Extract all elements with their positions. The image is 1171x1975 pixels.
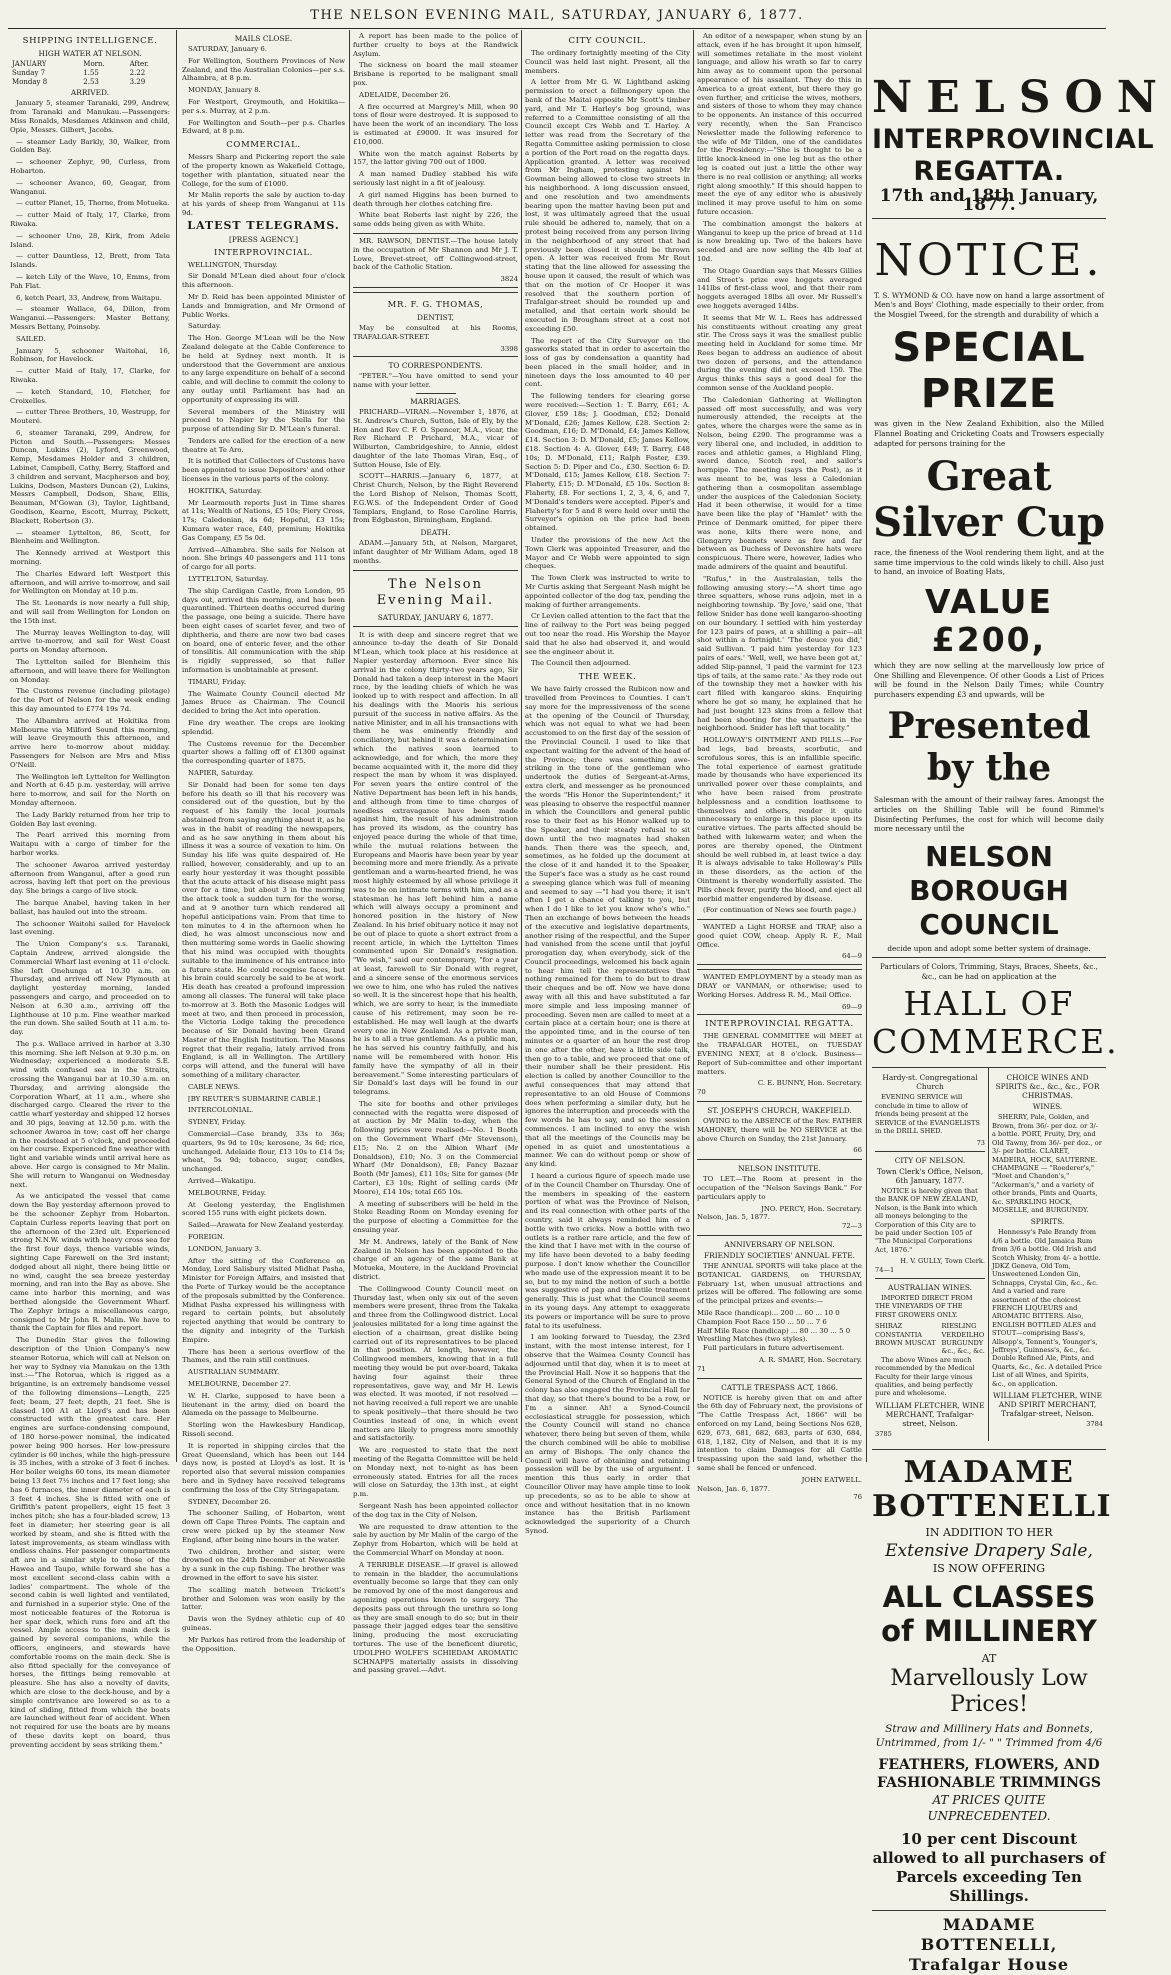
latest-telegrams-heading: LATEST TELEGRAMS. (187, 218, 340, 232)
news-paragraph: A girl named Higgins has been burned to death through her clothes catching fire. (353, 190, 518, 208)
divider (697, 1235, 862, 1236)
event-row: Half Mile Race (handicap) ... 80 ... 30 ... 5 0 (697, 1326, 851, 1335)
ad-number: 71 (697, 1364, 706, 1373)
city-office: Town Clerk's Office, Nelson, 6th January, 1877. (876, 1166, 984, 1185)
divider (697, 1378, 862, 1379)
tide-cell: Sunday 7 (12, 68, 46, 77)
tide-cell: 3.29 (129, 77, 146, 86)
ad-number: 72—3 (841, 1222, 862, 1231)
city-sign: H. V. GULLY, Town Clerk. (900, 1257, 985, 1266)
city-text: NOTICE is hereby given that the BANK OF NEW ZEALAND, Nelson, is the Bank into which all moneys belonging to the Corporation of this City are to be paid under Section 105 of "The Municipal Corporations Act, 1876." (875, 1186, 979, 1254)
telegram-paragraph: W. H. Clarke, supposed to have been a lieutenant in the army, died on board the Alameda on the passage to Melbourne. (182, 1391, 345, 1418)
institute-sign: JNO. PERCY, Hon. Secretary. (761, 1204, 862, 1213)
editorial-paragraph: A meeting of subscribers will be held in the Stoke Reading Room on Monday evening for the purpose of electing a Committee for the ensuing year. (353, 1199, 518, 1235)
telegram-paragraph: Saturday. (188, 322, 222, 331)
arrived-heading: ARRIVED. (70, 88, 110, 98)
news-paragraph: — steamer Lyttelton, 86, Scott, for Blenheim and Wellington. (10, 528, 170, 546)
news-paragraph: The Pearl arrived this morning from Waitapu with a cargo of timber for the harbor works. (10, 831, 170, 857)
divider (697, 1159, 862, 1160)
ad-value: VALUE £200, (924, 581, 1054, 659)
ad-now-offering: IS NOW OFFERING (932, 1562, 1046, 1576)
telegram-paragraph: The Waimate County Council elected Mr James Bruce as Chairman. The Council decided to bring the Act into operation. (182, 689, 345, 716)
regatta-ad-text: THE GENERAL COMMITTEE will MEET at the TRAFALGAR HOTEL, on TUESDAY EVENING NEXT, at 8 o'clock. Business—Report of Sub-committee and other important matters. (697, 1032, 862, 1076)
ad-low-prices: Marvellously Low Prices! (890, 1666, 1088, 1718)
telegram-paragraph: Mr D. Reid has been appointed Minister of Lands and Immigration, and Mr Ormond of Public Works. (182, 292, 345, 319)
news-paragraph: 6, ketch Pearl, 33, Andrew, from Waitapu. (16, 293, 162, 302)
telegram-paragraph: Arrived—Alhambra. She sails for Nelson at noon. She brings 40 passengers and 111 tons of cargo for all ports. (182, 545, 345, 572)
australian-wines-text: IMPORTED DIRECT FROM THE VINEYARDS OF THE FIRST GROWERS ONLY. (875, 1293, 973, 1319)
news-paragraph: — schooner Zephyr, 90, Curless, from Hobarton. (10, 158, 170, 175)
interprovincial-heading: INTERPROVINCIAL. (214, 247, 313, 258)
marriages-list (353, 408, 518, 525)
ad-all-classes: ALL CLASSES of MILLINERY (881, 1580, 1097, 1649)
marriage-notice: PRICHARD—VIRAN.—November 1, 1876, at St. Andrew's Church, Sutton, Isle of Ely, by the Hon and Rev C. F. O. Spencer, M.A., vicar, the Rev Richard P. Prichard, M.A., vicar of Wilburton, Cambridgeshire, to Annie, eldest daughter of the late Thomas Viran, Esq., of Sutton House, Isle of Ely. (353, 407, 518, 469)
ad-employment-text: WANTED EMPLOYMENT by a steady man as DRAY or VANMAN, or otherwise; used to Working Horses. Address R. M., Mail Office. (697, 973, 862, 999)
ad-thomas-sub: DENTIST, (417, 312, 454, 322)
the-week-heading: THE WEEK. (578, 672, 637, 683)
cattle-date: Nelson, Jan. 6, 1877. (697, 1484, 770, 1493)
news-paragraph: The Caledonian Gathering at Wellington passed off most successfully, and was very numerously attended, the receipts at the gates, where the charges were the same as in Nelson, being £290. The programme was a very liberal one, and included, in addition to races and athletic games, a Highland Fling, sword dance, Scotch reel, and sailor's hornpipe. The meeting (says the Post), as it was meant to be, was less a Caledonian gathering than a cosmopolitan assemblage under the auspices of the Caledonian Society. Had it been otherwise, it would for a time have been like the play of "Hamlet" with the Prince of Denmark omitted, for piper there was none, kilts there were none, and Glengarry bonnets were as few and far between as Duchess of Devonshire hats were conspicuous. There were, however, ladies who made admirers of the quaint and beautiful. (697, 395, 862, 572)
week-paragraph: We have fairly crossed the Rubicon now and travelled from Provinces to Counties. I can't say more for the impressiveness of the scene at the opening of the Council of Thursday, which was not equal to what we had been accustomed to on the first day of the session of the Provincial Council. I used to like that expectant waiting for the advent of the head of the Province; there was something awe-striking in the tone of the gentleman who undertook the duties of Sergeant-at-Arms, extra clerk, and messenger as he pronounced the words "His Honor the Superintendent;" it was pleasing to observe the respectful manner in which the Councillors and general public rose to their feet as his Honor walked up to the Speaker, and their steady refusal to sit down until the two magnates had shaken hands. Then there was the speech, and, sometimes, as he folded up the document at the close of it and handed it to the Speaker, the Super's face was a study as he cast round a sweeping glance which was full of meaning and seemed to say —"I had you there; it isn't often I get a chance of talking to you, but when I do I like to let you know who's who." Then an exchange of bows between the heads of the executive and legislative departments, another rising of the respectful, and the Super had vanished from the scene until that joyful prorogation day, when everybody, sick of the Council proceedings, welcomed his back again to hear him tell the representatives that nothing remained for them to do but to draw their cheques and be off. Now we have done away with all this and have substituted a far more simple and less imposing manner of proceeding. Seven men are called to meet at a certain place at a certain hour; one is there at the appointed time, and in the course of ten minutes or a quarter of an hour the rest drop in one after the other, have a little side talk, then go to a table, and we proceed that one of their number shall be their president. His election is called by another Councillor to the awful consequences that may attend that representative to an old House of Commons does when performing a similar duty, but he ignores the interruption and proceeds with the few words he has to say, and so the session commences. I am inclined to envy the wish that all the meetings of the Councils may be opened in as quiet and unostentatious a manner. We can do without pomp or show of any kind. (525, 685, 691, 1169)
telegram-paragraph: The schooner Sailing, of Hobarton, went down off Cape Three Points. The captain and crew were picked up by the steamer New England, after being nine hours in the water. (182, 1509, 345, 1544)
news-paragraph: HOLLOWAY'S OINTMENT AND PILLS.—For bad legs, bad breasts, scorbutic, and scrofulous sores, this is an infallible specific. The total experience of earnest gratitude made by thousands who have experienced its unrivalled power over these complaints, and who have been raised from prostrate helplessness and a condition loathsome to themselves and others, render it quite unnecessary to enlarge in this place upon its curative virtues. The parts affected should be bathed with lukewarm water, and when the pores are thereby opened, the Ointment should be well rubbed in, at least twice a day. It is always advisable to take Holloway's Pills in these disorders, as the action of the Ointment is thereby wonderfully assisted. The Pills check fever, purify the blood, and eject all morbid matter engendered by disease. (697, 736, 862, 903)
news-paragraph: — schooner Avanco, 60, Geagar, from Wanganui. (10, 178, 170, 196)
ad-number: 64—9 (841, 952, 862, 961)
ad-interprovincial-regatta: INTERPROVINCIAL REGATTA. (872, 124, 1155, 187)
the-week-paragraphs (525, 685, 690, 1536)
news-paragraph: SAILED. (16, 334, 46, 343)
news-paragraph: The sickness on board the mail steamer Brisbane is reported to be malignant small pox. (353, 61, 518, 87)
telegram-paragraph: Sir Donald had been for some ten days before his death so ill that his recovery was considered out of the question, but by the request of his family the local journals abstained from saying anything about it, as he was in the habit of reading the newspapers, and as he saw anything in them about his illness it was a source of vexation to him. On Sunday his life was quite despaired of. He rallied, however, considerably, and up to an early hour yesterday it was thought possible that the acute attack of his disease might pass over for a time, but about 3 in the morning the attack took a sudden turn for the worse, and at 9 another turn which rendered all hopeful anticipations vain. From that time to ten minutes to 4 in the afternoon when he died, he was almost unconscious now and then muttering some words in Gaelic showing that his mind was occupied with thoughts suitable to the imminence of his entrance into a future state. He could recognise faces, but his brain could scarcely be said to be at work. His death has created a profound impression among all classes. The funeral will take place to-morrow at 3. Both the Masonic Lodges will meet at two, and then proceed in procession, the Victoria Lodge taking the precedence because of Sir Donald having been Grand Master of the English Institution. The Masons regret that their regalia, lately arrived from England, is all in Wellington. The Artillery corps will attend, and the funeral will have something of a military character. (182, 780, 345, 1080)
death-notice: ADAM.—January 5th, at Nelson, Margaret, infant daughter of Mr William Adam, aged 18 months. (353, 539, 518, 565)
ad-thomas-title: MR. F. G. THOMAS, (387, 299, 484, 310)
institute-heading: NELSON INSTITUTE. (738, 1164, 821, 1174)
press-agency-label: [PRESS AGENCY.] (228, 234, 299, 244)
news-paragraph: — ketch Lily of the Wave, 10, Emms, from Pah Flat. (10, 272, 170, 290)
council-paragraph: The ordinary fortnightly meeting of the City Council was held last night. Present, all the members. (525, 49, 690, 75)
ad-number: 70 (697, 1088, 706, 1097)
telegram-paragraph: At Geelong yesterday, the Englishmen scored 155 runs with eight pickets down. (182, 1200, 345, 1218)
column-notices (697, 32, 862, 1502)
ad-addition: IN ADDITION TO HER (925, 1526, 1053, 1540)
ad-regatta-dates: 17th and 18th January, 1877. (879, 186, 1099, 215)
news-paragraph: The Lady Barkly returned from her trip to Golden Bay last evening. (10, 810, 170, 828)
news-paragraphs (353, 32, 518, 229)
news-paragraph: The Kennedy arrived at Westport this morning. (10, 549, 170, 567)
shipping-heading: SHIPPING INTELLIGENCE. (22, 36, 158, 46)
news-paragraph: — schooner Uno, 28, Kirk, from Adele Island. (10, 231, 170, 249)
news-paragraph: The barque Anabel, having taken in her ballast, has hauled out into the stream. (10, 898, 170, 916)
choice-wines-sign: WILLIAM FLETCHER, WINE AND SPIRIT MERCHANT, Trafalgar-street, Nelson. (992, 1391, 1102, 1419)
ad-nelson-title: NELSON (872, 72, 1171, 123)
news-paragraph: 6, steamer Taranaki, 299, Andrew, for Picton and South.—Passengers: Messes Duncan, Lukins (2), Lyford, Greenwood, Kemp, Mesdames Holder and 3 children, Labinet, Campbell, Cathy, Berry, Stafford and 3 children and servant, Macpherson and boy, Lukins, Dodson, Masters Duncan (2), Lukins, Messrs Campbell, Dodson, Shaw, Ellis, Beauman, M'Gowan (3), Taylor, Lightband, Goodison, Kearne, Escott, Murray, Pickett, Blackett, Robertson (3). (10, 428, 170, 525)
news-paragraph: The Customs revenue (including pilotage) for the Port of Nelson for the week ending this day amounted to £774 19s 7d. (10, 687, 170, 713)
mails-heading: MAILS CLOSE. (234, 34, 293, 43)
telegram-paragraphs (182, 261, 345, 1654)
mail-line: SATURDAY, January 6. (188, 45, 267, 53)
tide-col-header: Morn. (83, 60, 105, 68)
wines-text: SHERRY, Pale, Golden, and Brown, from 36/- per doz. or 3/- a bottle. PORT, Fruity, Dry, and Old Tawny, from 36/- per doz., or 3/- per bottle. CLARET, MADEIRA, HOCK, SAUTERNE. CHAMPAGNE — "Roederer's," "Moet and Chandon's," "Ackerman's," and a variety of other brands, Pints and Quarts, &c. SPARKLING HOCK, MOSELLE, and BURGUNDY. (992, 1113, 1102, 1214)
ad-number: 74—1 (875, 1265, 895, 1274)
ad-number: 3824 (500, 275, 518, 284)
ad-rawson (353, 233, 518, 288)
tide-cell: Monday 8 (12, 77, 48, 86)
ad-number: 3785 (875, 1429, 892, 1438)
news-paragraph: The schooner Awaroa arrived yesterday afternoon from Wanganui, after a good run across, having left that port on the previous day. She brings a cargo of live stock. (10, 860, 170, 896)
ad-borough-body: decide upon and adopt some better system of drainage. (887, 943, 1091, 953)
news-paragraph: The Dunedin Star gives the following description of the Union Company's new steamer Rotorua, which will call at Nelson on her way to Sydney via Manukau on the 13th inst.:—"The Rotorua, which is rigged as a brigantine, is an extremely handsome vessel of the following dimensions—Length, 225 feet; beam, 27 feet; depth, 21 feet. She is classed 100 A1 at Lloyd's and has been constructed with the greatest care. Her engines are surface-condensing compound, of 180 horse-power nominal, the indicated power being 900 horses. Her low-pressure cylinder is 60 inches, while the high-pressure is 35 inches, with a stroke of 3 feet 6 inches. Her boiler weighs 60 tons, its mean diameter being 13 feet 7½ inches and 17 feet long; she has 6 furnaces, the inner diameter of each is 3 feet 4 inches. She is fitted with one of Griffith's patent propellers, eight 15 feet 3 inches pitch; she has a four-bladed screw, 13 feet in diameter; her steering gear is all worked by steam, and she is fitted with the latest improvements, as steam windlass with endless chains. Her passenger compartments aft are in a similar style to those of the Hawea and Taupo, while forward she has a most excellent second-class cabin with a ladies' compartment. The whole of the second cabin is well lighted and ventilated, and furnished in a superior style. One of the most noticeable features of the Rotorua is her spar deck, which runs fore and aft the vessel. Ample access to the main deck is gained by several companions, while the officers, engineers, and stewards have comfortable rooms on the main deck. She is also fitted specially for the conveyance of horses, the fittings being removable at pleasure. She has also a novelty of davits, which are close to the deck-house, and by a simple contrivance are lowered so as to a kind of sliding, fitted from which the boats are launched without fear of accident. When not required for use the boats are by means of these davits kept on board, thus preventing accident by seas striking them." (10, 1336, 170, 1749)
telegram-paragraph: SYDNEY, Friday. (188, 1118, 246, 1127)
ad-discount: 10 per cent Discount allowed to all purchasers of Parcels exceeding Ten Shillings. (872, 1830, 1106, 1906)
cattle-sign: JOHN EATWELL. (801, 1475, 862, 1484)
news-paragraph: — ketch Standard, 10, Fletcher, for Croixelles. (10, 387, 170, 405)
marriages-heading: MARRIAGES. (410, 396, 461, 406)
news-paragraph: The p.s. Wallace arrived in harbor at 3.30 this morning. She left Nelson at 9.30 p.m. on Wednesday; experienced a moderate S.E. wind with confused sea in the Straits, crossing the Wanganui bar at 10.30 a.m. on Thursday, and arriving alongside the Corporation Wharf, at 11 a.m., where she discharged cargo. Cleared the river to the cattle wharf yesterday and shipped 12 horses and 30 pigs, leaving at 12.50 p.m. with the schooner Awaroa in tow; cast off her charge in the roadstead at 5 o'clock, and proceeded on her course. Experienced fine weather with light and variable winds until arrival here as above. Her cargo is consigned to Mr Malin. She will return to Wanganui on Wednesday next. (10, 1039, 170, 1189)
column-city-council (525, 32, 691, 1535)
choice-wines-heading: CHOICE WINES AND SPIRITS &c., &c., &c., FOR CHRISTMAS. (995, 1073, 1100, 1101)
anniversary-more: Full particulars in future advertisement. (703, 1344, 845, 1353)
ad-great-silver-cup: Great Silver Cup (873, 453, 1105, 547)
commercial-paragraph: Mr Malin reports the sale by auction to-day at his yards of sheep from Wanganui at 11s 9d. (182, 191, 345, 217)
shipping-paragraphs (10, 99, 170, 1749)
wine-list (875, 1322, 985, 1356)
telegram-paragraph: Sterling won the Hawkesbury Handicap, Rissoli second. (182, 1421, 345, 1438)
telegram-paragraph: Arrived—Wakatipu. (188, 1177, 256, 1186)
masthead: THE NELSON EVENING MAIL, SATURDAY, JANUARY 6, 1877. (310, 8, 804, 23)
news-paragraph: — cutter Maid of Italy, 17, Clarke, from Riwaka. (10, 211, 170, 228)
wine-item: CONSTANTIA (875, 1330, 923, 1339)
telegram-paragraph: WELLINGTON, Thursday. (188, 260, 278, 269)
news-paragraph: The Otago Guardian says that Messrs Gillies and Street's prize ewe hoggets averaged 141lbs of first-class wool, and that their ram hoggets averaged 18lbs all over. Mr Russell's ewe hoggets averaged 14lbs. (697, 266, 862, 310)
commercial-heading: COMMERCIAL. (226, 140, 301, 151)
editorial-paragraph: It is with deep and sincere regret that we announce to-day the death of Sir Donald M'Lean, which took place at his residence at Napier yesterday afternoon. Ever since his arrival in the colony thirty-two years ago, Sir Donald had taken a deep interest in the Maori race, by the leading chiefs of which he was looked up to with respect and affection. In all his dealings with the Maoris his serious pursuit of the success in native affairs. As the native Minister, and in all his transactions with them he was eminently friendly and conciliatory, but behind it was a determination which the natives soon learned to acknowledge, and for which, the more they became acquainted with it, the more did they respect the man by whom it was displayed. For seven years the entire control of the Native Department has been left in his hands, and although from time to time charges of needless extravagance have been made against him, the result of his administration has proved its wisdom, as the country has enjoyed peace during the whole of that time, while the mutual relations between the Europeans and Maoris have been year by year becoming more and more friendly. As a private gentleman and a warm-hearted friend, he was most highly esteemed by all whose privilege it was to be on intimate terms with him, and as a statesman he has left behind him a name which will always occupy a prominent and honored position in the history of New Zealand. In his brief obituary notice it may not be out of place to quote a short extract from a recent article, in which the Lyttelton Times commented upon Sir Donald's resignation. "We wish," said our contemporary, "for a year at least, farewell to Sir Donald with regret, and a sincere sense of the enormous services we owe to him, one who has ruled the natives so well. It is the sincerest hope that his health, which, we are sorry to hear, is the immediate cause of his retirement, may soon be re-established. He may well laugh at the dwarfs every one in New Zealand. As a private man, he is to all a true gentleman. As a public man, he has served his country faithfully, and his name will be remembered with honor. His family have the sympathy of all in their bereavement." Some interesting particulars of Sir Donald's last days will be found in our telegrams. (353, 630, 518, 1097)
divider (697, 1101, 862, 1102)
column-advertisements (872, 32, 1171, 1975)
news-paragraph: The combination amongst the bakers at Wanganui to keep up the price of bread at 11d is now breaking up. Two of the bakers have seceded and are now selling the 4lb loaf at 10d. (697, 219, 862, 263)
death-heading: DEATH. (420, 528, 451, 538)
news-paragraphs (697, 32, 862, 915)
ad-extensive-sale: Extensive Drapery Sale, (885, 1541, 1093, 1562)
city-council-paragraphs (525, 49, 690, 668)
ad-left-notices (872, 1068, 989, 1441)
column-rule (693, 30, 694, 1462)
ad-rawson-text: MR. RAWSON, DENTIST.—The house lately in the occupation of Mr Shannon and Mr J. T. Lowe, Brevet-street, off Collingwood-street, back of the Catholic Station. (353, 236, 518, 272)
telegram-paragraph: The scalling match between Trickett's brother and Solomon was won easily by the latter. (182, 1585, 345, 1612)
regatta-ad-sign: C. E. BUNNY, Hon. Secretary. (757, 1079, 862, 1088)
tide-cell: 2.53 (83, 77, 99, 86)
column-editorial (353, 32, 518, 1675)
ad-number: 69—9 (841, 1002, 862, 1011)
telegram-paragraph: MELBOURNE, Friday. (188, 1188, 266, 1197)
news-paragraph: The Union Company's s.s. Taranaki, Captain Andrew, arrived alongside the Commercial Wharf last evening at 11 o'clock. She left Onehunga at 10.30 a.m. on Thursday, and arrived off New Plymouth at daylight yesterday morning, landed passengers and cargo, and proceeded on to Nelson at 6.30 a.m., arriving off the Lighthouse at 10 p.m. Fine weather marked the run down. She sailed South at 11 a.m. to-day. (10, 940, 170, 1037)
event-row: Wrestling Matches (two styles). (697, 1335, 808, 1344)
telegram-paragraph: NAPIER, Saturday. (188, 768, 254, 777)
ad-hall-of-commerce: HALL OF COMMERCE. (872, 984, 1119, 1062)
marriage-notice: SCOTT—HARRIS.—January 6, 1877, at Christ Church, Nelson, by the Right Reverend the Lord Bishop of Nelson, Thomas Scott, F.G.W.S. of the Independent Order of Good Templars, England, to Rose Caroline Harris, from Edgbaston, Birmingham, England. (353, 472, 518, 525)
ad-number: 3398 (500, 344, 518, 353)
wine-item: BURGUNDY (941, 1339, 984, 1347)
telegram-paragraph: Two children, brother and sister, were drowned on the 24th December at Newcastle by a sunk in the cup fishing. The brother was drowned in the effort to save his sister. (182, 1547, 345, 1582)
city-nelson-heading: CITY OF NELSON. (894, 1155, 966, 1165)
australian-wines-heading: AUSTRALIAN WINES. (888, 1282, 972, 1292)
commercial-paragraphs (182, 153, 345, 218)
ad-number: 66 (853, 1146, 862, 1155)
correspondents-heading: TO CORRESPONDENTS. (388, 361, 483, 371)
news-paragraph: — steamer Lady Barkly, 30, Walker, from Golden Bay. (10, 137, 170, 155)
column-rule (866, 30, 867, 1462)
news-paragraph: The Lyttelton sailed for Blenheim this afternoon, and will leave there for Wellington on Monday. (10, 658, 170, 684)
mails-list (182, 45, 345, 136)
regatta-ad-heading: INTERPROVINCIAL REGATTA. (705, 1019, 854, 1030)
divider (875, 1278, 985, 1279)
ad-special-prize: SPECIAL PRIZE (892, 325, 1086, 418)
divider (353, 626, 518, 627)
australian-wines-sign: WILLIAM FLETCHER, WINE MERCHANT, Trafalgar-street, Nelson. (875, 1400, 985, 1428)
institute-text: TO LET.—The Room at present in the occupation of the "Nelson Savings Bank." For particulars apply to (697, 1175, 862, 1201)
ad-right-wines (989, 1068, 1106, 1441)
mail-line: MONDAY, January 8. (188, 86, 261, 95)
wine-item: BROWN MUSCAT (875, 1339, 936, 1347)
divider (872, 218, 1106, 219)
church-heading: Hardy-st. Congregational Church (882, 1073, 978, 1092)
telegram-paragraph: The ship Cardigan Castle, from London, 95 days out, arrived this morning, and has been quarantined. Thirteen deaths occurred during the passage, one being a suicide. There have been eight cases of scarlet fever, and two of diphtheria, and there are now two bad cases on board, one of enteric fever, and the other of tonsilitis. All communication with the ship is rigidly suppressed, so that fuller information is unobtainable at present. (182, 586, 345, 675)
telegram-paragraph: MELBOURNE, December 27. (188, 1379, 291, 1388)
tide-cell: 1.55 (83, 68, 99, 77)
news-paragraph: — cutter Dauntless, 12, Brett, from Tata Islands. (10, 252, 170, 270)
telegram-paragraph: Sailed—Arawata for New Zealand yesterday. (188, 1221, 345, 1230)
telegram-paragraph: The Hon. George M'Lean will be the New Zealand delegate at the Cable Conference to be held at Sydney next month. It is understood that the Government are anxious to any large expenditure on behalf of a second cable, and will decline to commit the colony to any outlay until Parliament has had an opportunity of expressing its will. (182, 334, 345, 404)
news-paragraph: White beat Roberts last night by 226, the same odds being given as with White. (353, 211, 518, 229)
st-joseph-heading: ST. JOSEPH'S CHURCH, WAKEFIELD. (707, 1106, 852, 1116)
council-paragraph: The report of the City Surveyor on the gasworks stated that in order to ascertain the loss of gas by condensation a quantity had been placed in the small holder, and in nineteen days the loss amounted to 40 per cent. (525, 336, 690, 389)
week-paragraph: I heard a curious figure of speech made use of in the Council Chamber on Thursday. One of the members in speaking of the eastern portion of what was the Province of Nelson, and its real connection with other parts of the country, said it always reminded him of a bottle with two cricks. Now a bottle with two outlets is a rather rare article, and the few of the kind that I have met with in the course of my life have been devoted to a baby feeding purpose. I don't know whether the Councillor who made use of the expression meant it to be so, but to my mind the notion of such a bottle was suggestive of pap and infantile treatment generally. This is just what the Council seems in its young days. Any attempt to exaggerate its powers or importance will be sure to prove fatal to its usefulness. (525, 1172, 690, 1330)
news-paragraph: A report has been made to the police of further cruelty to boys at the Randwick Asylum. (353, 32, 518, 58)
news-paragraph: The St. Leonards is now nearly a full ship, and will sail from Wellington for London on the 15th inst. (10, 599, 170, 625)
ad-horse-text: WANTED a Light HORSE and TRAP, also a good quiet COW, cheap. Apply R. F., Mail Office. (697, 923, 862, 949)
news-paragraph: "Rufus," in the Australasian, tells the following amusing story:—"A short time ago three squatters, whose runs adjoin, met in a neighboring township. 'By Jove,' said one, 'that fellow Snider has done well kangaroo-shooting on our boundary. I settled with him yesterday for 123 pairs of paws, at a shilling a pair—all shot within a fortnight.' 'The deuce you did,' said Sullivan. 'I paid him yesterday for 123 pairs of ears.' 'Well, well, we have been got at,' added Slip-pannel, 'I paid the varmint for 123 tips of tails, at the same rate.' As they rode out of the township they met a hawker with his cart filled with kangaroo skins. Enquiring where he got so many, he explained that he had just bought 123 skins from a fellow that had been shooting for the squatters in the neighborhood. Snider has left that locality." (697, 574, 862, 733)
telegram-paragraph: Fine dry weather. The crops are looking splendid. (182, 719, 345, 736)
spirits-heading: SPIRITS. (1030, 1217, 1065, 1227)
news-paragraph: A man named Dudley stabbed his wife seriously last night in a fit of jealousy. (353, 170, 518, 187)
ad-number: 73 (976, 1138, 985, 1147)
wine-item: SHIRAZ (875, 1322, 903, 1331)
news-paragraph: January 5, schooner Waitohai, 16, Robinson, for Havelock. (10, 346, 170, 364)
news-paragraph: (For continuation of News see fourth page.) (703, 906, 857, 915)
editorial-paragraph: Mr M. Andrews, lately of the Bank of New Zealand in Nelson has been appointed to the charge of an agency of the same Bank at Motueka, Moutere, in the Auckland Provincial district. (353, 1237, 518, 1282)
mail-line: For Westport, Greymouth, and Hokitika—per s.s. Murray, at 2 p.m. (182, 97, 345, 115)
column-shipping (10, 32, 170, 1749)
ad-footer: MADAME BOTTENELLI, Trafalgar House (872, 1910, 1106, 1975)
telegram-paragraph: LONDON, January 3. (188, 1244, 262, 1253)
ad-value-body: which they are now selling at the marvellously low price of One Shilling and Elevenpence. Of other Goods a List of Prices will be found in the Nelson Daily Times; while Country purchasers expending £3 and upwards, will be (874, 660, 1104, 699)
paper-date: SATURDAY, JANUARY 6, 1877. (377, 612, 494, 622)
spirits-text: Hennessy's Pale Brandy from 4/6 a bottle. Old Jamaica Rum from 3/6 a bottle. Old Irish and Scotch Whisky, from 4/- a bottle. JDKZ Geneva, Old Tom, Unsweetened London Gin, Schnapps, Crystal Gin, &c., &c. And a varied and rare assortment of the choicest FRENCH LIQUEURS and AROMATIC BITTERS. Also, ENGLISH BOTTLED ALES and STOUT—comprising Bass's, Allsopp's, Tennent's, Younger's, Jeffreys', Guinness's, &c., &c. Double Refined Ale, Pints, and Quarts, &c., &c. A detailed Price List of all Wines, and Spirits, &c., on application. (992, 1228, 1102, 1388)
st-joseph-text: OWING to the ABSENCE of the Rev. FATHER MAHONEY, there will be NO SERVICE at the above Church on Sunday, the 21st January. (697, 1117, 862, 1143)
news-paragraph: The schooner Waitohi sailed for Havelock last evening. (10, 919, 170, 937)
city-council-heading: CITY COUNCIL. (568, 36, 647, 46)
news-paragraph: The Murray leaves Wellington to-day, will arrive to-morrow, and sail for West Coast ports on Monday afternoon. (10, 628, 170, 655)
editorial-paragraph: We are requested to state that the next meeting of the Regatta Committee will be held on Monday next, not to-night as has been erroneously stated. Entries for all the races will close on Saturday, the 13th inst., at eight p.m. (353, 1446, 518, 1499)
telegram-paragraph: FOREIGN. (188, 1233, 225, 1242)
news-paragraph: January 5, steamer Taranaki, 299, Andrew, from Taranaki and Manukau.—Passengers: Miss Ronalds, Mesdames Atkinson and child, Opie, Messrs. Gilbert, Jacobs. (10, 99, 170, 134)
editorial-paragraphs (353, 631, 518, 1675)
anniversary-sign: A. R. SMART, Hon. Secretary. (758, 1355, 862, 1364)
wine-item: RIESLING (941, 1322, 977, 1331)
cattle-text: NOTICE is hereby given that on and after the 6th day of February next, the provisions of "The Cattle Trespass Act, 1866" will be enforced on my Land, being Sections Nos 628, 629, 673, 681, 682, 683, parts of 630, 684, 618, 1,182, City of Nelson, and that it is my intention to claim Damages for all Cattle trespassing upon the said land, whether the same shall be fenced or unfenced. (697, 1393, 862, 1472)
editorial-paragraph: A TERRIBLE DISEASE.—If gravel is allowed to remain in the bladder, the accumulations eventually become so large that they can only be removed by one of the most dangerous and agonizing operations known to surgery. The deposits pass out through the urethra so long as they are small enough to do so; but in their passage their jagged edges tear the sensitive lining, producing the most excruciating tortures. The use of the beneficent diuretic, UDOLPHO WOLFE'S SCHIEDAM AROMATIC SCHNAPPS materially assists in dissolving and passing gravel.—Advt. (353, 1560, 518, 1675)
column-rule (349, 30, 350, 1462)
editorial-paragraph: The Collingwood County Council meet on Thursday last, when only six out of the seven members were present, three from the Takaka and three from the Collingwood district. Local jealousies militated for a long time against the election of a chairman, great dislike being carried out of its representatives to be placed in that position. At length, however, the Collingwood members, knowing that in a full meeting they would be put over-board, Takaka having four against their three representatives, gave way, and Mr H. Lewis was elected. It was mooted, if not resolved —not having received a full report we are unable to speak positively—that there should be two Counties instead of one, in which event matters are likely to progress more smoothly and satisfactorily. (353, 1284, 518, 1443)
editorial-paragraph: We are requested to draw attention to the sale by auction by Mr Malin of the cargo of the Zephyr from Hobarton, which will be held at the Commercial Wharf on Monday at noon. (353, 1522, 518, 1557)
ad-number: 76 (853, 1493, 862, 1502)
paper-title: The Nelson Evening Mail. (376, 576, 495, 608)
telegram-paragraph: Mr Parkes has retired from the leadership of the Opposition. (182, 1635, 345, 1653)
tide-col-header: JANUARY (12, 60, 47, 68)
telegram-paragraph: It is reported in shipping circles that the Great Queensland, which has been out 144 days now, is posted at Lloyd's as lost. It is reported also that several mission companies here and in Sydney have received telegrams confirming the loss of the City Stringapatam. (182, 1441, 345, 1494)
event-row: Champion Foot Race 150 ... 50 ... 7 6 (697, 1317, 827, 1326)
council-paragraph: The Council then adjourned. (531, 659, 631, 668)
telegram-paragraph: TIMARU, Friday. (188, 677, 247, 686)
council-paragraph: Cr Levien called attention to the fact that the line of railway to the Port was being pegged out too near the road. His Worship the Mayor said that he also had observed it, and would see the engineer about it. (525, 612, 690, 656)
news-paragraph: A fire occurred at Margrey's Mill, when 90 tons of flour were destroyed. It is supposed to have been the work of an incendiary. The loss is estimated at £9000. It was insured for £10,000. (353, 102, 518, 146)
ad-notice-body: T. S. WYMOND & CO. have now on hand a large assortment of Men's and Boys' Clothing, made especially to their order, from the Mosgiel Tweed, for the strength and durability of which a (874, 290, 1104, 319)
ad-particulars: Particulars of Colors, Trimming, Stays, Braces, Sheets, &c., &c., can be had on application at the (880, 962, 1098, 981)
telegram-paragraph: Commercial—Case brandy, 33s to 36s; quarters, 9s 9d to 10s; kerosene, 3s 6d; rice, unchanged. Adelaide flour, £13 10s to £14 5s; wheat, 5s 9d; tobacco, sugar, candles, unchanged. (182, 1130, 345, 1174)
mail-line: For Wellington and South—per p.s. Charles Edward, at 8 p.m. (182, 118, 345, 136)
telegram-paragraph: AUSTRALIAN SUMMARY. (188, 1368, 280, 1377)
ad-presented: Presented by the (887, 705, 1091, 790)
council-paragraph: A letter from Mr G. W. Lightband asking permission to erect a fellmongery upon the bank of the Maitai opposite Mr Scott's timber yard, and Mr T. Harley's bog ground, was referred to a Committee consisting of all the Council except Crs Webb and T. Harley. A letter was read from the Secretary of the Regatta Committee asking permission to close a portion of the Port road on the regatta days. Application granted. A letter was received from Mr Ingham, protesting against Mr Gowman being allowed to close two streets in his neighborhood. A long discussion ensued, and one resolution and two amendments bearing upon the matter having been put and lost, it was ultimately agreed that the usual rule should be adhered to, namely, that on a protest being received from any person living in the neighborhood of any street that had previously been closed it should be thrown open. A letter was received from Mr Rout stating that the line allowed for assessing the house upon it caused, the result of which was that on the motion of Cr Hooper it was resolved that the southern portion of Trafalgar-street should be rounded up and metalled, and that certain work should be executed in Brougham street at a cost not exceeding £50. (525, 78, 690, 333)
anniversary-text: THE ANNUAL SPORTS will take place at the BOTANICAL GARDENS, on THURSDAY, February 1st, when unusual attractions and prizes will be offered. The following are some of the principal prizes and events:— (697, 1262, 862, 1306)
ad-madame-bottenelli: MADAME BOTTENELLI (872, 1449, 1106, 1524)
week-paragraph: I am looking forward to Tuesday, the 23rd instant, with the most intense interest, for I observe that the Waimea County Council has adjourned until that day, when it is to meet at the Provincial Hall. Now it so happens that the General Synod of the Church of England in the colony has also engaged the Provincial Hall for that day, so that there's bound to be a row, or I'm a sinner. Ah! a Synod-Council ecclesiastical struggle for possession, which the County Council will stand no chance whatever, there being but seven of them, while the church combined will be able to mobilise an army of Bishops. The only chance the Council will have of obtaining and retaining possession will be by the use of argument. I mention this thus early in order that Councillor Oliver may have ample time to look up precedents, so as to be able to show at once and without hesitation that in no known instance has the British Parliament acknowledged the superiority of a Church Synod. (525, 1333, 690, 1535)
telegram-paragraph: Several members of the Ministry will proceed to Napier by the Stella for the purpose of attending Sir D. M'Lean's funeral. (182, 407, 345, 434)
column-rule (176, 30, 177, 1462)
telegram-paragraph: There has been a serious overflow of the Thames, and the rain still continues. (182, 1347, 345, 1365)
news-paragraph: The Albambra arrived at Hokitika from Melbourne via Milford Sound this morning, will leave Greymouth this afternoon, and arrive here to-morrow about midday. Passengers for Nelson are Mrs and Miss O'Neill. (10, 716, 170, 769)
divider (872, 957, 1106, 958)
editorial-paragraph: Sergeant Nash has been appointed collector of the dog tax in the City of Nelson. (353, 1501, 518, 1519)
ad-thomas-text: May be consulted at his Rooms, TRAFALGAR-STREET. (353, 323, 518, 341)
mail-line: For Wellington, Southern Provinces of New Zealand, and the Australian Colonies—per s.s. Alhambra, at 8 p.m. (182, 56, 345, 83)
ad-thomas (353, 292, 518, 357)
telegram-paragraph: The Customs revenue for the December quarter shows a falling off of £1300 against the corresponding quarter of 1875. (182, 739, 345, 766)
telegram-paragraph: LYTTELTON, Saturday. (188, 575, 269, 584)
news-paragraph: As we anticipated the vessel that came down the Bay yesterday afternoon proved to be the schooner Zephyr from Hobarton. Captain Curless reports leaving that port on the afternoon of the 23rd ult. Experienced strong N.N.W. winds with heavy cross sea for the first four days, thence variable winds, sighting Cape Farewell on the 3rd instant; dodged about all night, there being little or no wind, caught the sea breeze yesterday morning, and ran into the Bay as above. She came into harbor this morning, and was berthed alongside the Government Wharf. The Zephyr brings a miscellaneous cargo, consigned to Mr John R. Malin. We have to thank the Captain for files and report. (10, 1192, 170, 1333)
divider (875, 1151, 985, 1152)
ad-presented-body: Salesman with the amount of their railway fares. Amongst the articles on the Shilling Table will be found Rimmel's Disinfecting Perfumes, the cost for which will become daily more necessary until the (874, 795, 1104, 834)
ad-cup-body: race, the fineness of the Wool rendering them light, and at the same time impervious to the cold winds likely to chill. Also just to hand, an invoice of Boating Hats, (874, 548, 1105, 577)
telegram-paragraph: [BY REUTER'S SUBMARINE CABLE.] (188, 1094, 321, 1103)
telegram-paragraph: SYDNEY, December 26. (188, 1497, 271, 1506)
ad-split-section (872, 1067, 1106, 1441)
anniversary-heading: ANNIVERSARY OF NELSON. (724, 1240, 835, 1250)
australian-wines-note: The above Wines are much recommended by the Medical Faculty for their large vinous qualities, and being perfectly pure and wholesome. (875, 1355, 975, 1398)
masthead-rule (8, 28, 1106, 29)
telegram-paragraph: CABLE NEWS. (188, 1082, 240, 1091)
telegram-paragraph: Sir Donald M'Lean died about four o'clock this afternoon. (182, 272, 345, 290)
church-text: EVENING SERVICE will conclude in time to allow of friends being present at the SERVICE of the EVANGELISTS in the DRILL SHED. (875, 1093, 980, 1136)
wine-list-left (875, 1322, 936, 1356)
tide-col-header: After. (129, 60, 149, 68)
news-paragraph: The Charles Edward left Westport this afternoon, and will arrive to-morrow, and sail for Wellington on Monday at 10 p.m. (10, 569, 170, 596)
high-water-heading: HIGH WATER AT NELSON. (38, 49, 142, 58)
news-paragraph: ADELAIDE, December 26. (359, 90, 451, 99)
news-paragraph: White won the match against Roberts by 157, the latter giving 700 out of 1000. (353, 149, 518, 167)
column-mails-telegrams (182, 32, 345, 1653)
anniversary-events (697, 1309, 862, 1344)
tide-cell: 2.22 (129, 68, 146, 77)
ad-at: AT (981, 1652, 997, 1666)
news-paragraph: The Wellington left Lyttelton for Wellington and North at 6.45 p.m. yesterday, will arrive here to-morrow, and sail for the North on Monday afternoon. (10, 772, 170, 807)
news-paragraph: — cutter Three Brothers, 10, Westrupp, for Mouteré. (10, 408, 170, 426)
telegram-paragraph: After the sitting of the Conference on Monday, Lord Salisbury visited Midhat Pasha, Minister for Foreign Affairs, and insisted that the Porte of Turkey would be the acceptance of the proposals submitted by the Conference. Midhat Pasha expressed his willingness with regard to certain points, but absolutely rejected anything that would be contrary to the dignity and integrity of the Turkish Empire. (182, 1256, 345, 1344)
ad-straw-hats: Straw and Millinery Hats and Bonnets, Untrimmed, from 1/- " " Trimmed from 4/6 (875, 1723, 1103, 1750)
ad-horse (697, 919, 862, 965)
ad-notice-title: NOTICE. (874, 234, 1104, 286)
news-paragraph: — steamer Wallace, 64, Dillon, from Wanganui.—Passengers: Master Bettany, Messrs Bettany, Poinsoby. (10, 305, 170, 331)
ad-employment (697, 969, 862, 1015)
anniversary-subheading: FRIENDLY SOCIETIES' ANNUAL FETE. (704, 1251, 855, 1261)
wines-heading: WINES. (1032, 1102, 1063, 1112)
ad-feathers: FEATHERS, FLOWERS, AND FASHIONABLE TRIMMINGS (877, 1757, 1101, 1792)
news-paragraph: — cutter Planet, 15, Thorne, from Motueka. (16, 199, 170, 208)
telegram-paragraph: It is notified that Collectors of Customs have been appointed to issue Depositors' and other licenses in the various parts of the colony. (182, 457, 345, 484)
wine-item: &c., &c., &c. (941, 1347, 985, 1356)
news-paragraph: It seems that Mr W. L. Rees has addressed his constituents without creating any great stir. The Cross says it was the smallest public meeting held in Auckland for some time. Mr Rees began to address an audience of about two dozen of persons, and the attendance during the evening did not exceed 150. The Argus thinks this says a good deal for the common sense of the Auckland people. (697, 313, 862, 393)
commercial-paragraph: Messrs Sharp and Pickering report the sale of the property known as Wakefield Cottage, together with plantation, situated near the College, for the sum of £1000. (182, 153, 345, 188)
council-paragraph: Under the provisions of the new Act the Town Clerk was appointed Treasurer, and the Mayor and Cr Webb were appointed to sign cheques. (525, 536, 690, 571)
telegram-paragraph: INTERCOLONIAL. (188, 1106, 254, 1115)
ad-prices: AT PRICES QUITE UNPRECEDENTED. (927, 1793, 1051, 1824)
council-paragraph: The Town Clerk was instructed to write to Mr Curtis asking that Sergeant Nash might be appointed collector of the dog tax, pending the making of further arrangements. (525, 574, 690, 609)
divider (416, 393, 456, 394)
column-rule (521, 30, 522, 1462)
wine-list-right (942, 1322, 985, 1356)
divider (353, 570, 518, 571)
correspondents-text: "PETER."—You have omitted to send your name with your letter. (353, 372, 518, 390)
wine-item: VERDEILHO (941, 1330, 985, 1339)
telegram-paragraph: Davis won the Sydney athletic cup of 40 guineas. (182, 1615, 345, 1632)
ad-prize-body: was given in the New Zealand Exhibition, also the Milled Flannel Boating and Cricketing Coats and Trowsers especially adapted for persons training for the (874, 419, 1104, 448)
ad-number: 3784 (1086, 1420, 1103, 1429)
institute-date: Nelson, Jan. 5, 1877. (697, 1213, 770, 1222)
news-paragraph: An editor of a newspaper, when stung by an attack, even if he has brought it upon himself, will sometimes retaliate in the most violent language, and allow his wrath so far to carry him away as to comment upon the personal appearance of his assailant. They do this in America to a great extent, but there they go even further, and criticise the wives, mothers, and sisters of those to whom they may chance to be opponents. An instance of this occurred very recently, when the San Francisco Newsletter made the following reference to the wife of Mr Tilden, one of the candidates for the Presidency:—"She is thought to be a little knock-kneed in one leg but as the other leg is coated out just a little the other way there is no real collision or anything; all works right along smoothly." If this should happen to meet the eye of any editor who is abusively inclined it may prove useful to him on some future occasion. (697, 32, 862, 216)
event-row: Mile Race (handicap)... 200 ... 60 ... 10 0 (697, 1309, 840, 1317)
ad-borough-council: NELSON BOROUGH COUNCIL (909, 839, 1069, 941)
editorial-paragraph: The site for booths and other privileges connected with the regatta were disposed of at auction by Mr Malin to-day, when the following prices were realised:—No. 1 Booth on the Government Wharf (Mr Stevenson), £15; No. 2 on the Albion Wharf (Mr Donaldson), £10; No. 3 on the Commercial Wharf (Mr Donaldson), £8; Fancy Bazaar Booth (Mr James), £11 10s; Site for games (Mr Carter), £3 10s; Right of selling cards (Mr Moore), £14 10s; total £65 10s. (353, 1099, 518, 1196)
tide-table (10, 60, 170, 86)
news-paragraph: — cutter Maid of Italy, 17, Clarke, for Riwaka. (10, 367, 170, 384)
telegram-paragraph: HOKITIKA, Saturday. (188, 486, 263, 495)
cattle-heading: CATTLE TRESPASS ACT, 1866. (721, 1382, 838, 1392)
council-paragraph: The following tenders for clearing gorse were received:—Section 1: T. Barry, £61; A. Glover, £59 18s; J. Goodman, £52; Donald M'Donald, £26; James Kellow, £28. Section 2: Goodman, £16; D. M'Donald, £4; James Kellow, £14. Section 3: D. M'Donald, £5; James Kellow, £18. Section 4: A. Glover, £49; T. Barry, £48 10s; D. M'Donald, £11; Ralph Foster, £39. Section 5: D. Piper and Co., £30. Section 6: D. M'Donald, £15; James Kellow, £18. Section 7: Flaherty, £15; D. M'Donald, £5 10s. Section 8: Flaherty, £8. For sections 1, 2, 3, 4, 6, and 7, M'Donald's tenders were accepted. Piper's and Flaherty's for 5 and 8 were held over until the Surveyor's opinion on the price had been obtained. (525, 392, 690, 533)
telegram-paragraph: Tenders are called for the erection of a new theatre at Te Aro. (182, 436, 345, 454)
telegram-paragraph: Mr Learmouth reports Just in Time shares at 11s; Wealth of Nations, £5 10s; Fiery Cross, 17s; Caledonian, 4s 6d; Hopeful, £3 15s; Kumara water race, £40, premium; Hokitika Gas Company, £5 5s 0d. (182, 498, 345, 542)
